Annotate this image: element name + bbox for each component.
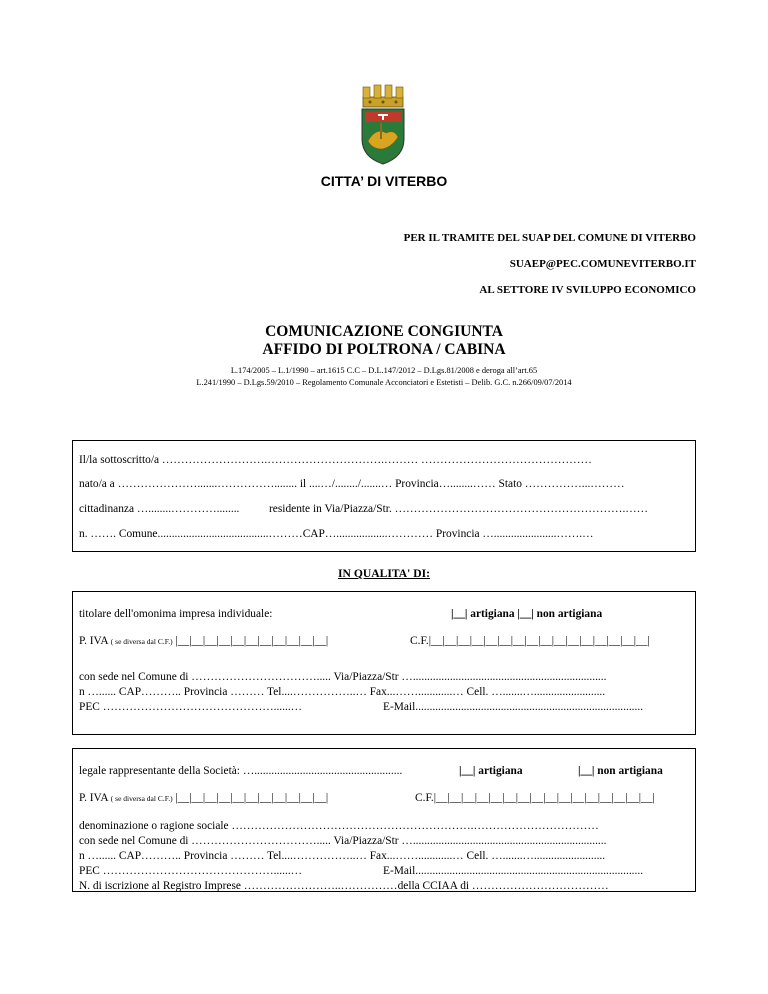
legal-references-line2: L.241/1990 – D.Lgs.59/2010 – Regolamento Comunale Acconciatori e Estetisti – Delib. G.C. n.266/09/07/2014 [196, 378, 572, 387]
field-sede[interactable]: con sede nel Comune di ……………………………..... Via/Piazza/Str ….................................................................... [79, 835, 607, 847]
document-title: COMUNICAZIONE CONGIUNTA [265, 323, 503, 340]
piva-note: ( se diversa dal C.F.) [110, 794, 173, 803]
recipient-office: AL SETTORE IV SVILUPPO ECONOMICO [479, 284, 696, 296]
city-name: CITTA’ DI VITERBO [320, 173, 448, 189]
field-registro-imprese[interactable]: N. di iscrizione al Registro Imprese ……………………..……………della CCIAA di ……………………………… [79, 880, 609, 892]
titolare-label: titolare dell'omonima impresa individuale: [79, 608, 273, 620]
recipient-pec: SUAEP@PEC.COMUNEVITERBO.IT [509, 258, 696, 270]
applicant-data-box [72, 440, 696, 552]
field-denominazione[interactable]: denominazione o ragione sociale ……………………………………………………….…………………………… [79, 820, 599, 832]
field-email[interactable]: E-Mail................................................................................ [383, 865, 644, 877]
field-contatti[interactable]: n …...... CAP……….. Provincia ……… Tel....……………..… Fax...……............… Cell. ….......…......................... [79, 850, 606, 862]
field-sede[interactable]: con sede nel Comune di ……………………………..... Via/Piazza/Str ….................................................................... [79, 671, 607, 683]
legale-label[interactable]: legale rappresentante della Società: ….................................................... [79, 765, 403, 777]
piva-label: P. IVA [79, 635, 108, 647]
company-box [72, 748, 696, 892]
field-pec[interactable]: PEC ………………………………………......… [79, 701, 303, 713]
field-nato[interactable]: nato/a a ………………….......……………........ il ....…/......../.......… Provincia…........…… Stato ……………...……… [79, 478, 625, 490]
legal-references-line1: L.174/2005 – L.1/1990 – art.1615 C.C – D.L.147/2012 – D.Lgs.81/2008 e deroga all’art.65 [230, 366, 538, 375]
document-subtitle: AFFIDO DI POLTRONA / CABINA [262, 341, 506, 358]
recipient-suap: PER IL TRAMITE DEL SUAP DEL COMUNE DI VITERBO [403, 232, 696, 244]
section-heading-qualita: IN QUALITA' DI: [338, 567, 430, 580]
field-residenza[interactable]: residente in Via/Piazza/Str. …………………………………………………….…… [269, 503, 649, 515]
artigiana-checkbox[interactable]: |__| artigiana [459, 765, 523, 777]
piva-label: P. IVA [79, 792, 108, 804]
cf-boxes[interactable]: C.F.|__|__|__|__|__|__|__|__|__|__|__|__|__|__|__|__| [410, 635, 650, 647]
individual-business-box [72, 591, 696, 735]
piva-note: ( se diversa dal C.F.) [110, 637, 173, 646]
cf-boxes[interactable]: C.F.|__|__|__|__|__|__|__|__|__|__|__|__|__|__|__|__| [415, 792, 655, 804]
field-cittadinanza[interactable]: cittadinanza …........…………........ [79, 503, 240, 515]
non-artigiana-checkbox[interactable]: |__| non artigiana [578, 765, 663, 777]
field-comune[interactable]: n. ……. Comune.......................................………CAP…..................………… Provincia …......................…….… [79, 528, 594, 540]
field-contatti[interactable]: n …...... CAP……….. Provincia ……… Tel....……………..… Fax...……............… Cell. ….......…......................... [79, 686, 606, 698]
field-pec[interactable]: PEC ………………………………………......… [79, 865, 303, 877]
piva-boxes[interactable]: |__|__|__|__|__|__|__|__|__|__|__| [175, 635, 329, 647]
artigiana-checkboxes[interactable]: |__| artigiana |__| non artigiana [451, 608, 603, 620]
coat-of-arms-emblem [358, 83, 408, 165]
field-email[interactable]: E-Mail................................................................................ [383, 701, 644, 713]
field-sottoscritto[interactable]: Il/la sottoscritto/a ……………………….………………………….……… ……………………………………… [79, 454, 592, 466]
piva-boxes[interactable]: |__|__|__|__|__|__|__|__|__|__|__| [175, 792, 329, 804]
